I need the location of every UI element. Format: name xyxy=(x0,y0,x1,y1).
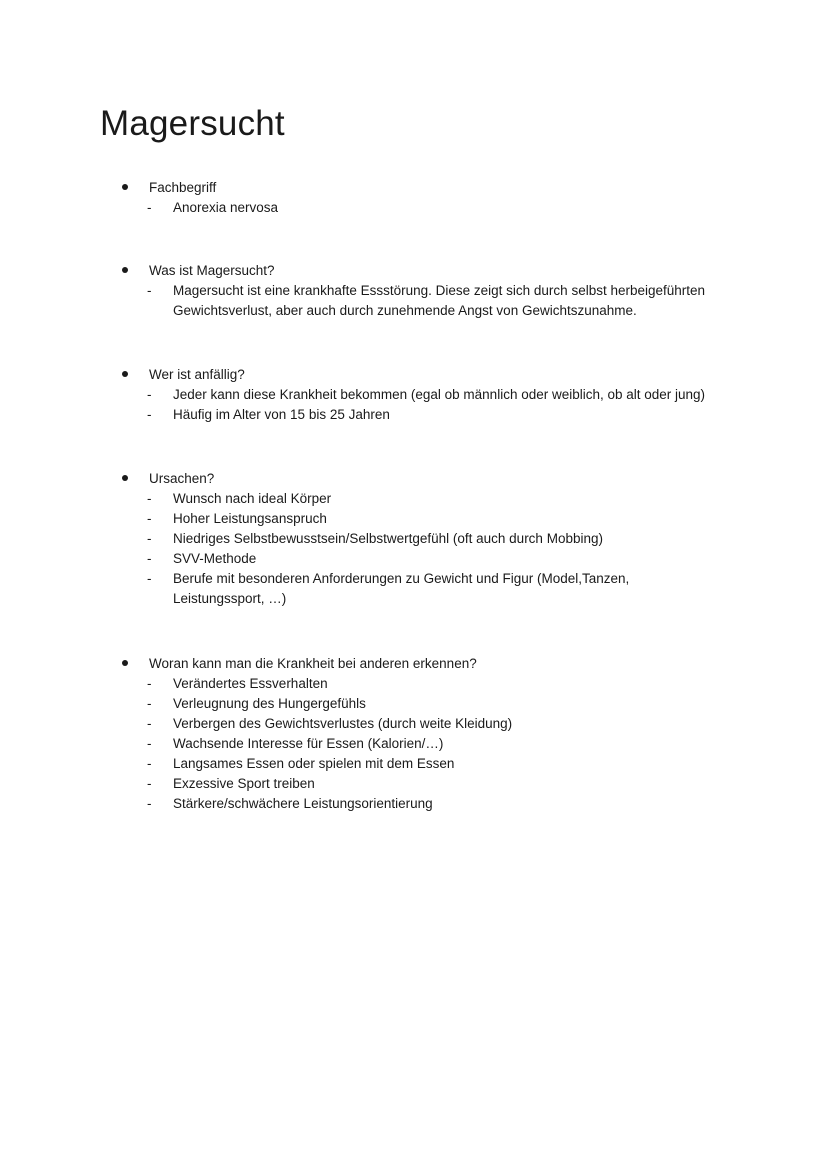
list-item-text: Langsames Essen oder spielen mit dem Essen xyxy=(173,756,455,771)
sub-list xyxy=(0,489,828,609)
list-item xyxy=(0,529,828,549)
section-heading-row xyxy=(0,365,828,385)
dash-icon: - xyxy=(147,387,152,402)
dash-icon: - xyxy=(147,551,152,566)
dash-icon: - xyxy=(147,283,152,298)
list-item-text: Stärkere/schwächere Leistungsorientierung xyxy=(173,796,433,811)
section-was-ist-magersucht xyxy=(0,261,828,321)
dash-icon: - xyxy=(147,676,152,691)
list-item xyxy=(0,489,828,509)
list-item-text: Anorexia nervosa xyxy=(173,200,279,215)
dash-icon: - xyxy=(147,756,152,771)
section-heading: Fachbegriff xyxy=(149,180,217,195)
list-item-text: Jeder kann diese Krankheit bekommen (egal ob männlich oder weiblich, ob alt oder jung) xyxy=(173,387,706,402)
sub-list xyxy=(0,198,828,218)
list-item-text: Hoher Leistungsanspruch xyxy=(173,511,327,526)
list-item-text: Wachsende Interesse für Essen (Kalorien/…) xyxy=(173,736,444,751)
section-wer-ist-anfaellig xyxy=(0,365,828,425)
list-item xyxy=(0,754,828,774)
list-item xyxy=(0,774,828,794)
list-item xyxy=(0,385,828,405)
list-item-text: Niedriges Selbstbewusstsein/Selbstwertgefühl (oft auch durch Mobbing) xyxy=(173,531,603,546)
section-heading: Wer ist anfällig? xyxy=(149,367,245,382)
dash-icon: - xyxy=(147,200,152,215)
list-item-text: Verleugnung des Hungergefühls xyxy=(173,696,366,711)
section-heading-row xyxy=(0,261,828,281)
list-item-text: Berufe mit besonderen Anforderungen zu Gewicht und Figur (Model,Tanzen, Leistungssport, …) xyxy=(173,571,630,606)
dash-icon: - xyxy=(147,796,152,811)
section-ursachen xyxy=(0,469,828,609)
section-heading: Ursachen? xyxy=(149,471,215,486)
sub-list xyxy=(0,281,828,321)
list-item xyxy=(0,714,828,734)
list-item xyxy=(0,405,828,425)
list-item xyxy=(0,549,828,569)
list-item xyxy=(0,509,828,529)
dash-icon: - xyxy=(147,696,152,711)
list-item xyxy=(0,674,828,694)
dash-icon: - xyxy=(147,776,152,791)
list-item xyxy=(0,734,828,754)
list-item xyxy=(0,281,828,321)
list-item-text: Exzessive Sport treiben xyxy=(173,776,315,791)
sub-list xyxy=(0,674,828,814)
section-heading-row xyxy=(0,469,828,489)
list-item xyxy=(0,198,828,218)
list-item-text: Wunsch nach ideal Körper xyxy=(173,491,332,506)
list-item-text: Verbergen des Gewichtsverlustes (durch weite Kleidung) xyxy=(173,716,513,731)
dash-icon: - xyxy=(147,531,152,546)
section-heading-row xyxy=(0,654,828,674)
list-item-text: SVV-Methode xyxy=(173,551,257,566)
bullet-icon xyxy=(122,475,128,481)
page-title: Magersucht xyxy=(100,104,285,143)
bullet-icon xyxy=(122,660,128,666)
dash-icon: - xyxy=(147,491,152,506)
bullet-icon xyxy=(122,371,128,377)
list-item xyxy=(0,694,828,714)
section-heading: Was ist Magersucht? xyxy=(149,263,275,278)
dash-icon: - xyxy=(147,716,152,731)
list-item-text: Magersucht ist eine krankhafte Essstörung. Diese zeigt sich durch selbst herbeigeführten Gewichtsverlust, aber auch durch zunehmende Angst von Gewichtszunahme. xyxy=(173,283,706,318)
section-heading: Woran kann man die Krankheit bei anderen erkennen? xyxy=(149,656,477,671)
list-item-text: Häufig im Alter von 15 bis 25 Jahren xyxy=(173,407,390,422)
dash-icon: - xyxy=(147,736,152,751)
section-heading-row xyxy=(0,178,828,198)
bullet-icon xyxy=(122,267,128,273)
dash-icon: - xyxy=(147,511,152,526)
sub-list xyxy=(0,385,828,425)
dash-icon: - xyxy=(147,571,152,586)
section-erkennen xyxy=(0,654,828,814)
list-item xyxy=(0,569,828,609)
bullet-icon xyxy=(122,184,128,190)
list-item xyxy=(0,794,828,814)
dash-icon: - xyxy=(147,407,152,422)
list-item-text: Verändertes Essverhalten xyxy=(173,676,328,691)
section-fachbegriff xyxy=(0,178,828,218)
